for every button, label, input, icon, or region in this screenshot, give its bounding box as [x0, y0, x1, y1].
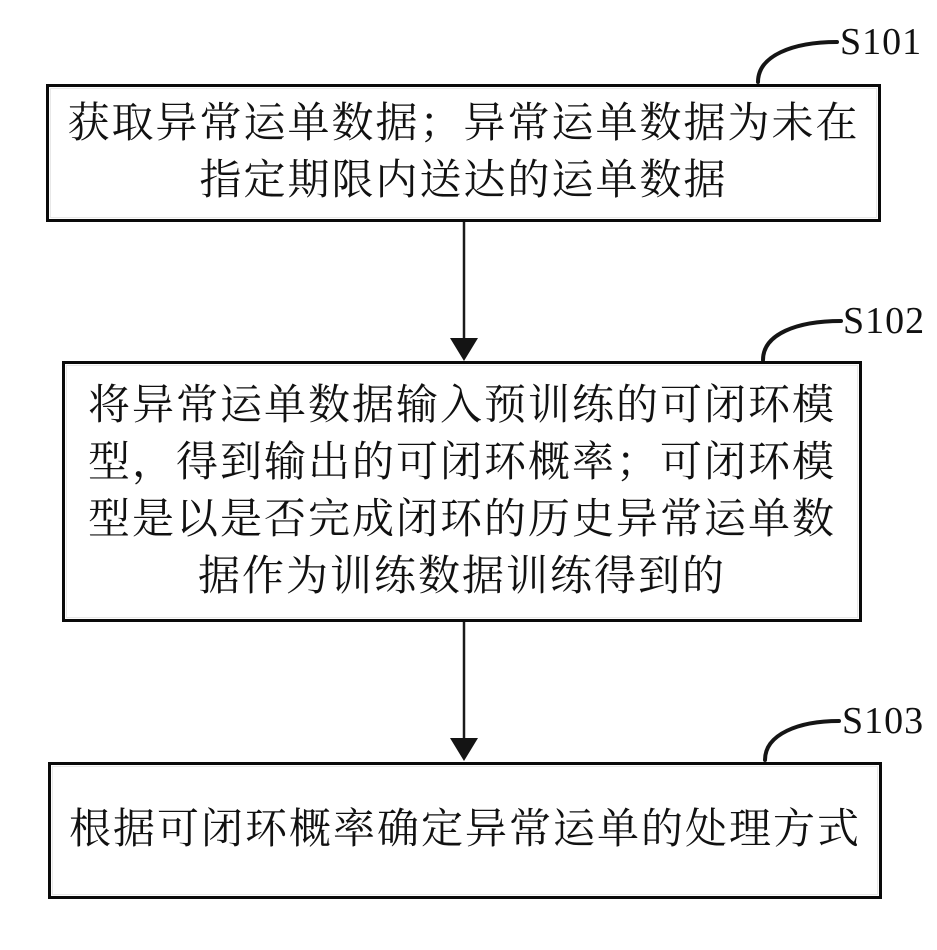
box-text-line: 获取异常运单数据；异常运单数据为未在	[67, 101, 860, 147]
step-label-s101: S101	[840, 21, 923, 63]
box-text-line: 根据可闭环概率确定异常运单的处理方式	[68, 807, 861, 853]
flowchart-box-s103	[48, 762, 882, 899]
leader-curve-s103	[765, 721, 839, 760]
flowchart-box-s102	[62, 361, 862, 622]
arrow-head	[450, 738, 478, 761]
step-label-s103: S103	[842, 700, 925, 742]
down-arrow-icon	[450, 622, 478, 761]
flowchart-box-s101	[46, 84, 881, 222]
leader-curve-s102	[763, 321, 841, 360]
arrow-head	[450, 338, 478, 361]
down-arrow-icon	[450, 222, 478, 361]
box-text-line: 将异常运单数据输入预训练的可闭环模	[87, 382, 836, 429]
leader-curve-s101	[758, 42, 837, 82]
step-label-s102: S102	[843, 300, 926, 342]
box-text-line: 据作为训练数据训练得到的	[197, 553, 726, 600]
box-text-line: 型是以是否完成闭环的历史异常运单数	[87, 496, 836, 543]
box-text-line: 型，得到输出的可闭环概率；可闭环模	[87, 439, 836, 486]
box-text-line: 指定期限内送达的运单数据	[199, 158, 728, 204]
